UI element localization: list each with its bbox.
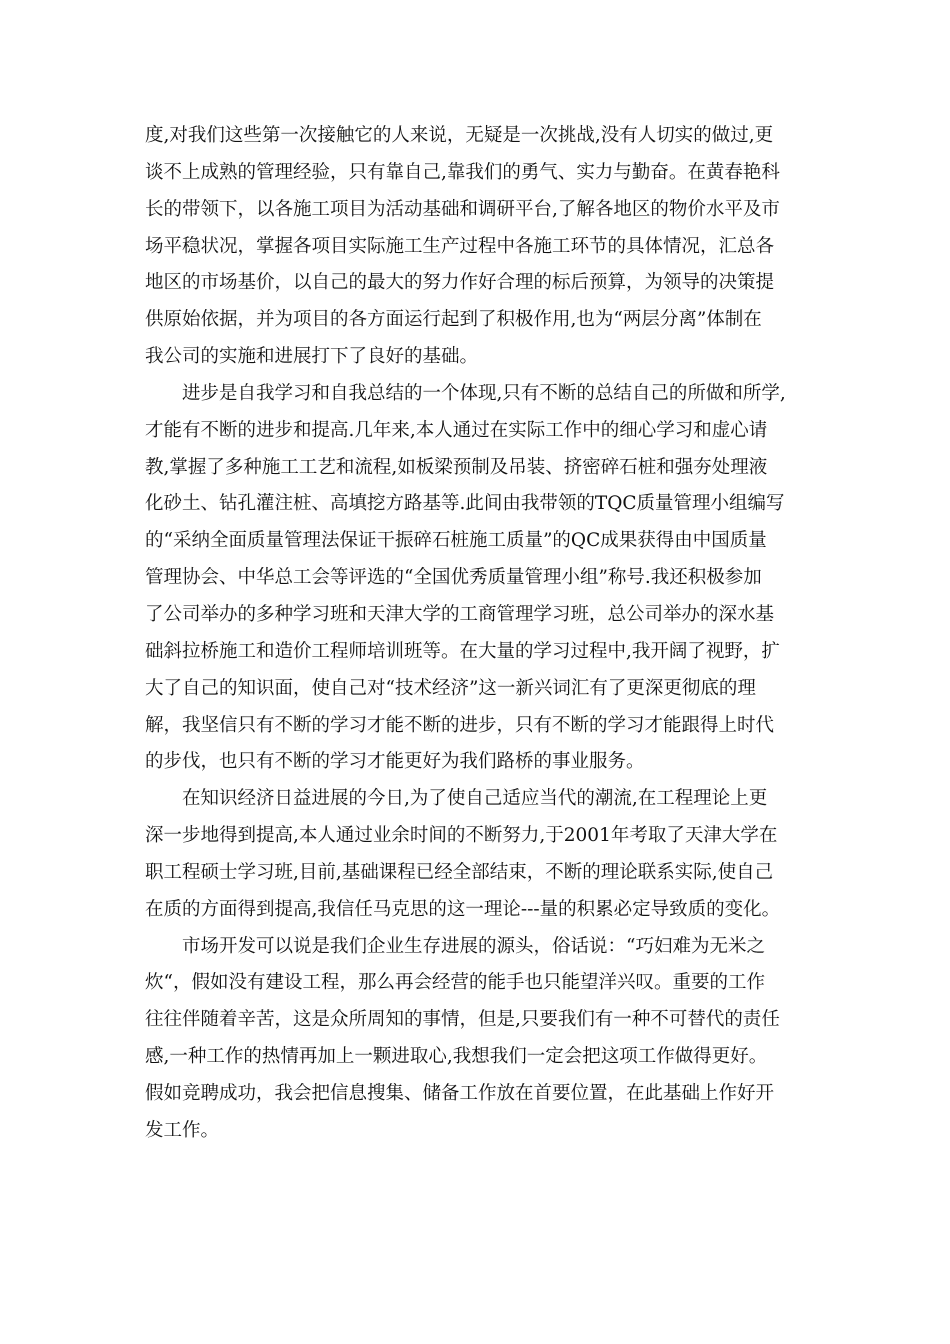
- text-line: 的“采纳全面质量管理法保证干振碎石桩施工质量”的QC成果获得由中国质量: [145, 530, 767, 552]
- text-line: 发工作。: [145, 1119, 220, 1141]
- body-text: [145, 118, 810, 1150]
- text-line: 长的带领下，以各施工项目为活动基础和调研平台,了解各地区的物价水平及市: [145, 198, 780, 220]
- text-line: 假如竞聘成功，我会把信息搜集、储备工作放在首要位置，在此基础上作好开: [145, 1082, 775, 1104]
- text-line: 解，我坚信只有不断的学习才能不断的进步，只有不断的学习才能跟得上时代: [145, 714, 775, 736]
- text-line: 供原始依据，并为项目的各方面运行起到了积极作用,也为“两层分离”体制在: [145, 309, 762, 331]
- text-line: 市场开发可以说是我们企业生存进展的源头，俗话说：“巧妇难为无米之: [145, 935, 765, 957]
- text-line: 度,对我们这些第一次接触它的人来说，无疑是一次挑战,没有人切实的做过,更: [145, 125, 774, 146]
- text-line: 础斜拉桥施工和造价工程师培训班等。在大量的学习过程中,我开阔了视野，扩: [145, 640, 780, 662]
- text-line: 地区的市场基价，以自己的最大的努力作好合理的标后预算，为领导的决策提: [145, 272, 775, 294]
- text-line: 往往伴随着辛苦，这是众所周知的事情，但是,只要我们有一种不可替代的责任: [145, 1009, 780, 1031]
- text-line: 深一步地得到提高,本人通过业余时间的不断努力,于2001年考取了天津大学在: [145, 825, 778, 847]
- text-line: 感,一种工作的热情再加上一颗进取心,我想我们一定会把这项工作做得更好。: [145, 1046, 768, 1068]
- text-line: 场平稳状况，掌握各项目实际施工生产过程中各施工环节的具体情况，汇总各: [145, 235, 775, 257]
- text-line: 职工程硕士学习班,目前,基础课程已经全部结束，不断的理论联系实际,使自己: [145, 861, 774, 883]
- text-line: 进步是自我学习和自我总结的一个体现,只有不断的总结自己的所做和所学,: [145, 382, 786, 404]
- text-line: 大了自己的知识面，使自己对“技术经济”这一新兴词汇有了更深更彻底的理: [145, 677, 756, 699]
- text-line: 炊“，假如没有建设工程，那么再会经营的能手也只能望洋兴叹。重要的工作: [145, 972, 765, 994]
- text-line: 教,掌握了多种施工工艺和流程,如板梁预制及吊装、挤密碎石桩和强夯处理液: [145, 456, 768, 478]
- text-line: 才能有不断的进步和提高.几年来,本人通过在实际工作中的细心学习和虚心请: [145, 419, 768, 441]
- text-line: 在知识经济日益进展的今日,为了使自己适应当代的潮流,在工程理论上更: [145, 788, 768, 810]
- text-line: 在质的方面得到提高,我信任马克思的这一理论---量的积累必定导致质的变化。: [145, 898, 781, 920]
- text-line: 化砂土、钻孔灌注桩、高填挖方路基等.此间由我带领的TQC质量管理小组编写: [145, 493, 785, 515]
- text-line: 的步伐，也只有不断的学习才能更好为我们路桥的事业服务。: [145, 751, 645, 773]
- text-line: 谈不上成熟的管理经验，只有靠自己,靠我们的勇气、实力与勤奋。在黄春艳科: [145, 161, 780, 183]
- text-line: 管理协会、中华总工会等评选的“全国优秀质量管理小组”称号.我还积极参加: [145, 567, 762, 589]
- text-line: 了公司举办的多种学习班和天津大学的工商管理学习班，总公司举办的深水基: [145, 603, 775, 625]
- text-line: 我公司的实施和进展打下了良好的基础。: [145, 346, 479, 368]
